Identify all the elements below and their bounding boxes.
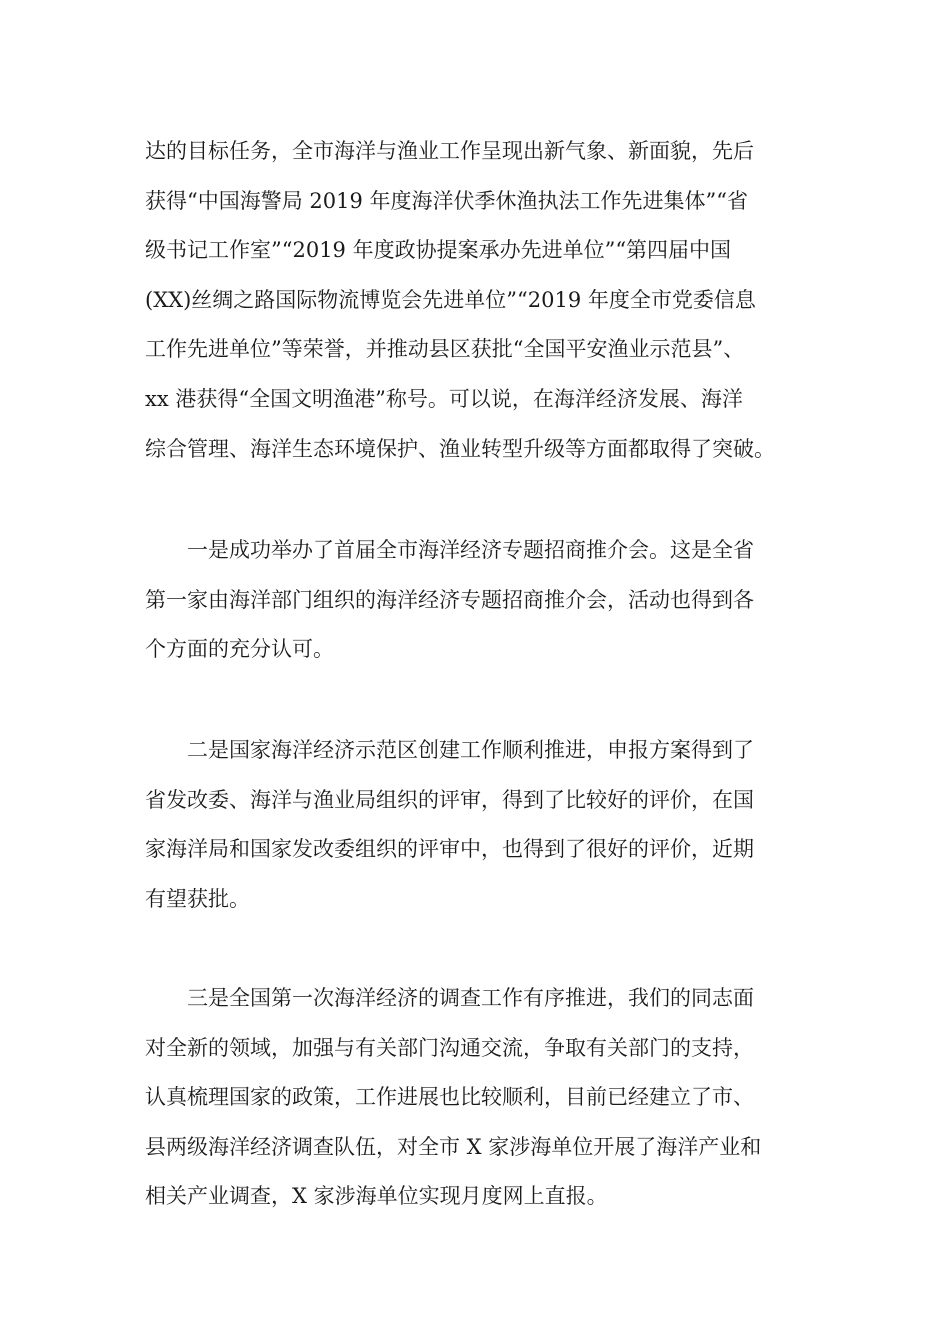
- paragraph-line: 第一家由海洋部门组织的海洋经济专题招商推介会，活动也得到各: [145, 587, 754, 612]
- paragraph-line: 有望获批。: [145, 886, 250, 911]
- paragraph-demonstration-zone: [145, 726, 805, 924]
- paragraph-line: 二是国家海洋经济示范区创建工作顺利推进，申报方案得到了: [187, 738, 754, 762]
- paragraph-investment-conference: [145, 526, 805, 675]
- paragraph-line: 综合管理、海洋生态环境保护、渔业转型升级等方面都取得了突破。: [145, 436, 775, 461]
- paragraph-economic-survey: [145, 974, 805, 1222]
- paragraph-line: xx 港获得“全国文明渔港”称号。可以说，在海洋经济发展、海洋: [145, 386, 743, 411]
- paragraph-line: 家海洋局和国家发改委组织的评审中，也得到了很好的评价，近期: [145, 837, 754, 862]
- paragraph-line: 级书记工作室”“2019 年度政协提案承办先进单位”“第四届中国: [145, 238, 732, 263]
- paragraph-line: 获得“中国海警局 2019 年度海洋伏季休渔执法工作先进集体”“省: [145, 188, 748, 213]
- paragraph-line: 达的目标任务，全市海洋与渔业工作呈现出新气象、新面貌，先后: [145, 139, 754, 163]
- paragraph-line: 县两级海洋经济调查队伍，对全市 X 家涉海单位开展了海洋产业和: [145, 1134, 762, 1159]
- paragraph-line: 三是全国第一次海洋经济的调查工作有序推进，我们的同志面: [187, 986, 754, 1010]
- paragraph-line: 工作先进单位”等荣誉，并推动县区获批“全国平安渔业示范县”、: [145, 337, 745, 362]
- paragraph-line: 对全新的领域，加强与有关部门沟通交流，争取有关部门的支持，: [145, 1035, 754, 1060]
- paragraph-line: 一是成功举办了首届全市海洋经济专题招商推介会。这是全省: [187, 538, 754, 562]
- paragraph-line: 个方面的充分认可。: [145, 637, 334, 662]
- paragraph-line: 省发改委、海洋与渔业局组织的评审，得到了比较好的评价，在国: [145, 787, 754, 812]
- paragraph-line: 相关产业调查，X 家涉海单位实现月度网上直报。: [145, 1184, 608, 1209]
- paragraph-line: (XX)丝绸之路国际物流博览会先进单位”“2019 年度全市党委信息: [145, 287, 756, 312]
- paragraph-honors: [145, 127, 805, 474]
- paragraph-line: 认真梳理国家的政策，工作进展也比较顺利，目前已经建立了市、: [145, 1085, 754, 1110]
